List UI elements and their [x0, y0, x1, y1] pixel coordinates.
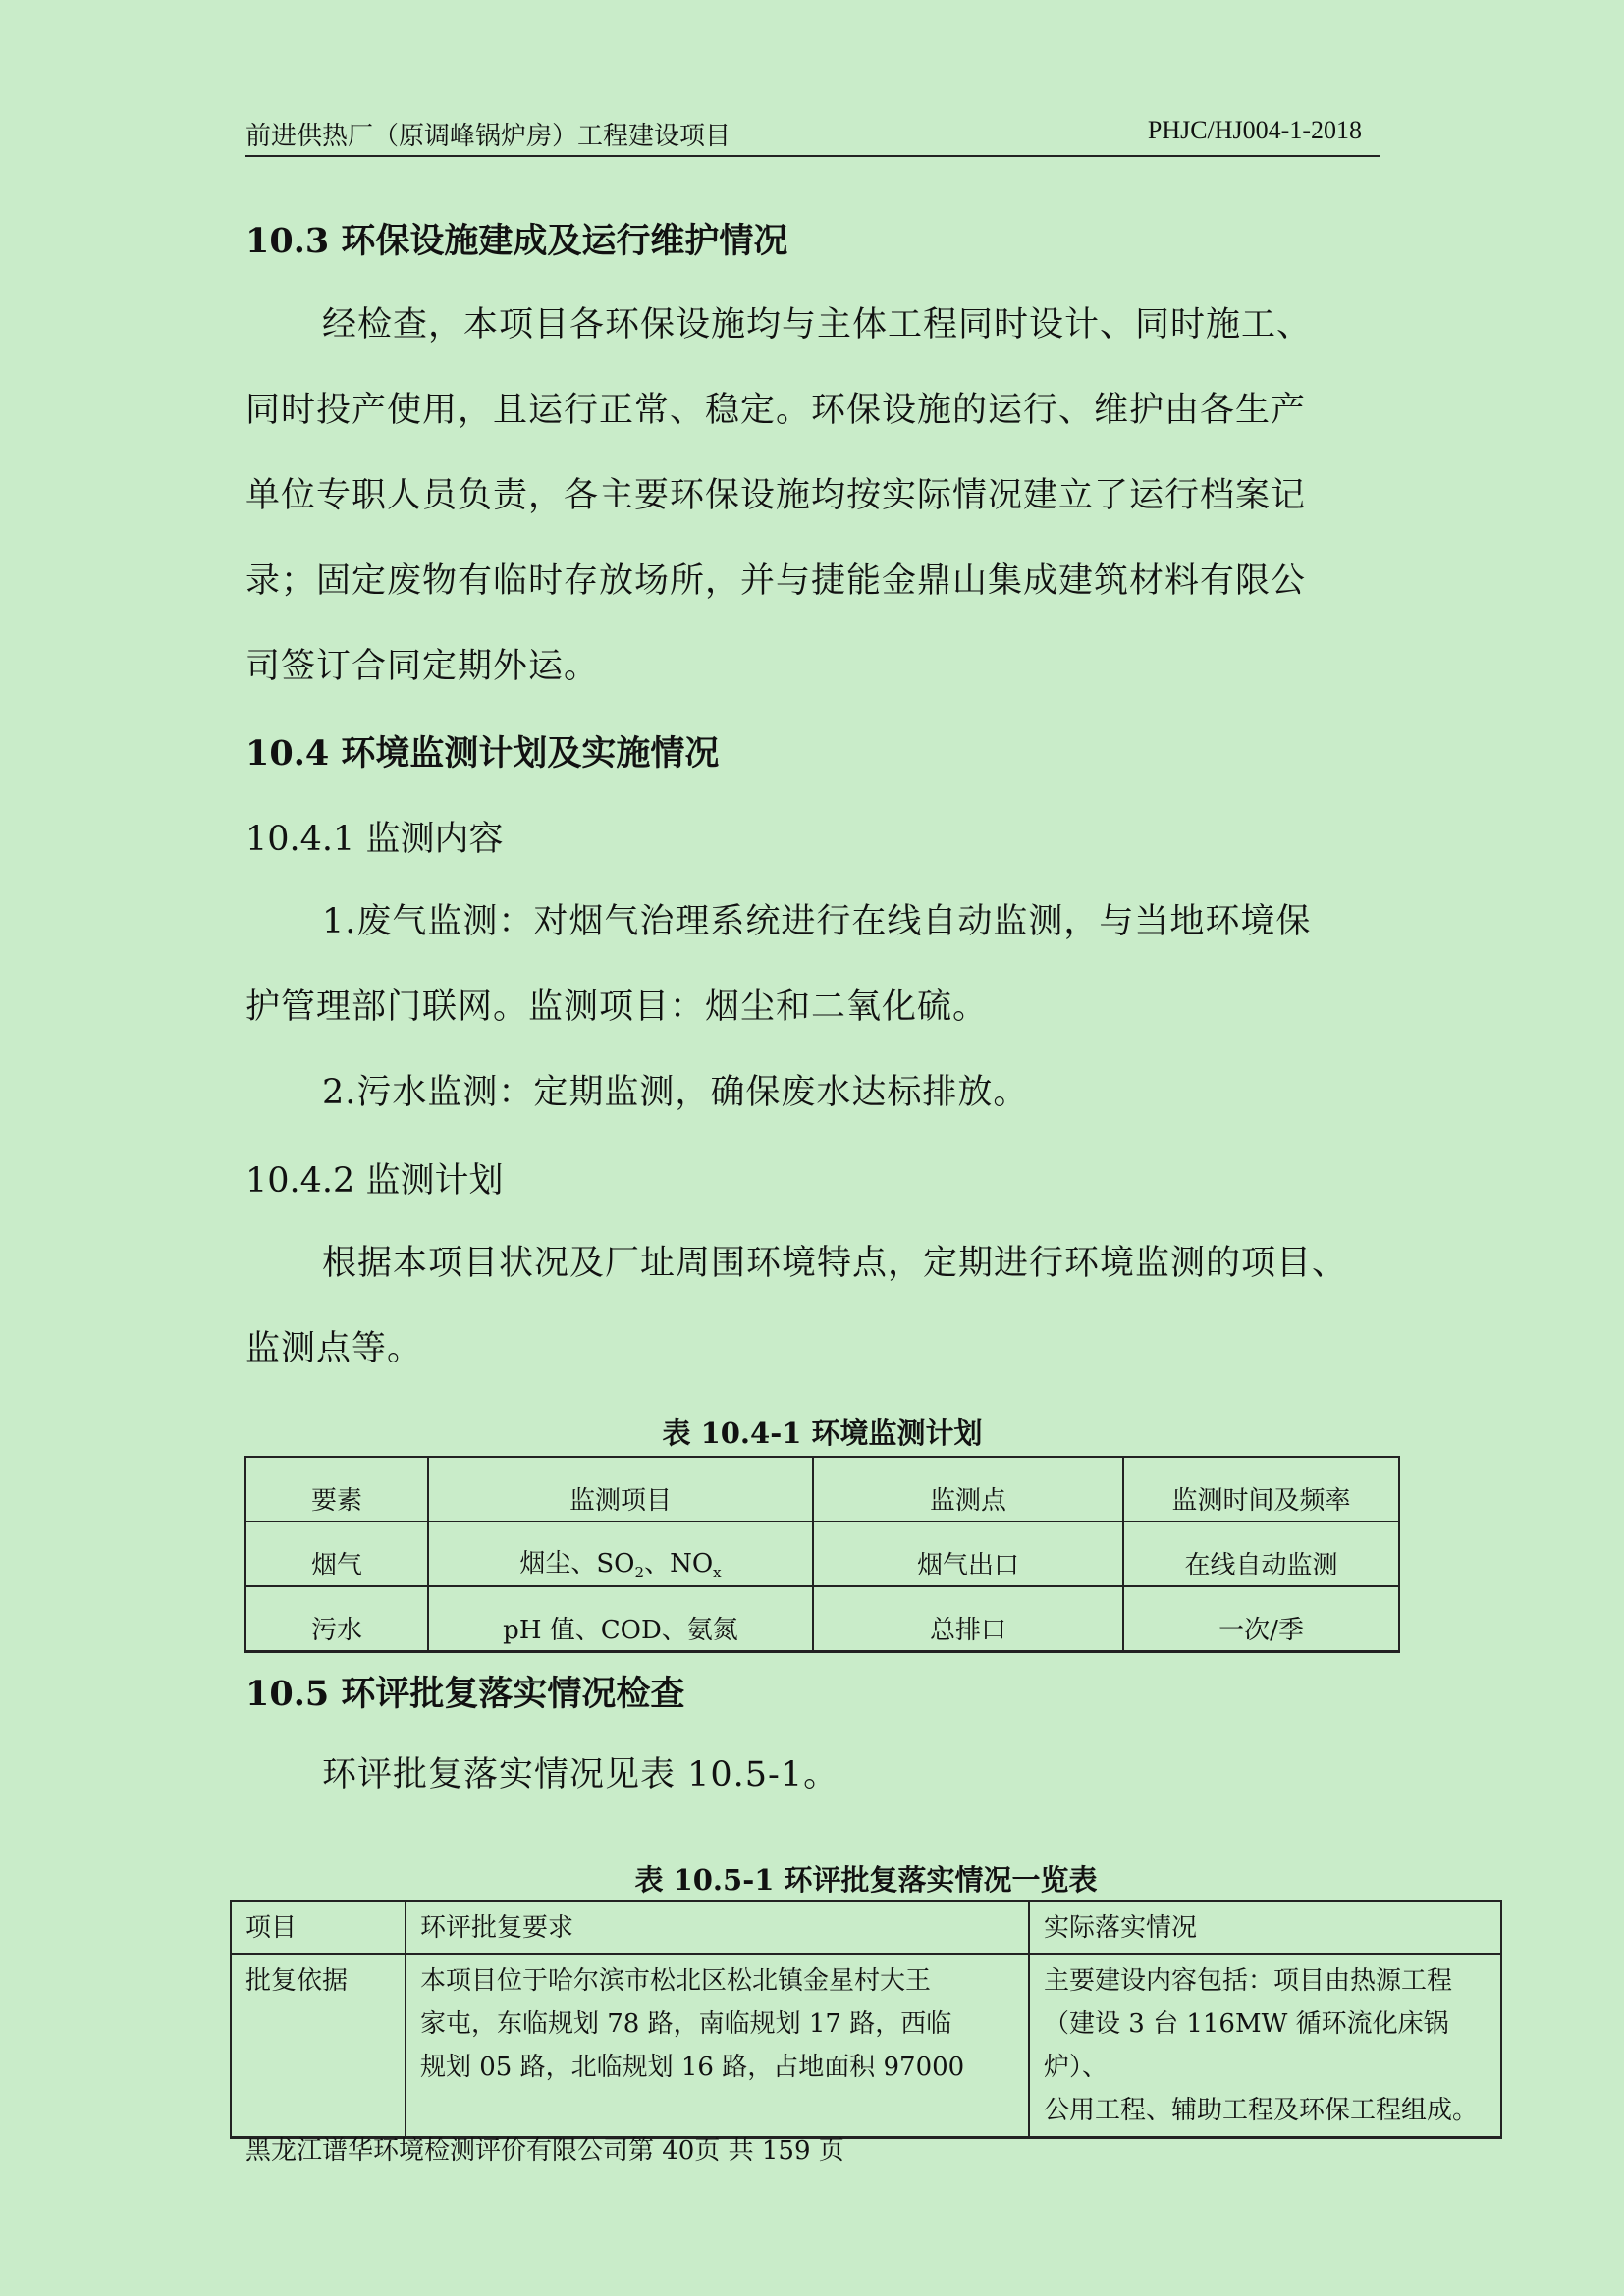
item-cell: 烟尘、$SO_2$、$NO_x$ — [428, 1522, 813, 1586]
header-cell: 实际落实情况 — [1029, 1901, 1501, 1954]
header-title: 前进供热厂（原调峰锅炉房）工程建设项目 — [245, 122, 731, 151]
item-cell: pH 值、COD、氨氮 — [428, 1586, 813, 1652]
section-10-4-2-title: 10.4.2 监测计划 — [245, 1161, 504, 1201]
section-10-4-title: 10.4 环境监测计划及实施情况 — [245, 733, 720, 774]
waste-gas-paragraph — [245, 880, 1384, 1136]
header-cell: 监测时间及频率 — [1123, 1457, 1399, 1522]
section-10-3-title: 10.3 环保设施建成及运行维护情况 — [245, 221, 788, 261]
table-header-row — [245, 1457, 1399, 1522]
table-10-5-1-caption: 表 10.5-1 环评批复落实情况一览表 — [634, 1863, 1098, 1896]
table-row — [245, 1522, 1399, 1586]
element-cell: 烟气 — [245, 1522, 428, 1586]
body-line: 同时投产使用，且运行正常、稳定。环保设施的运行、维护由各生产 — [245, 391, 1307, 430]
item-cell: 批复依据 — [231, 1954, 406, 2138]
header-doc-code: PHJC/HJ004-1-2018 — [1147, 116, 1362, 144]
frequency-cell: 一次/季 — [1123, 1586, 1399, 1652]
point-cell: 烟气出口 — [813, 1522, 1123, 1586]
body-line: 司签订合同定期外运。 — [245, 647, 600, 686]
section-10-4-1-title: 10.4.1 监测内容 — [245, 820, 504, 859]
frequency-cell: 在线自动监测 — [1123, 1522, 1399, 1586]
body-line: 环评批复落实情况见表 10.5-1。 — [322, 1755, 839, 1794]
table-row — [231, 1954, 1501, 2138]
point-cell: 总排口 — [813, 1586, 1123, 1652]
header-cell: 监测项目 — [428, 1457, 813, 1522]
header-cell: 监测点 — [813, 1457, 1123, 1522]
body-line: 根据本项目状况及厂址周围环境特点，定期进行环境监测的项目、 — [322, 1244, 1348, 1283]
element-cell: 污水 — [245, 1586, 428, 1652]
section-10-5-title: 10.5 环评批复落实情况检查 — [245, 1674, 685, 1714]
table-row — [245, 1586, 1399, 1652]
approval-implementation-table — [230, 1900, 1502, 2139]
page-header — [245, 116, 1380, 157]
body-line: 录；固定废物有临时存放场所，并与捷能金鼎山集成建筑材料有限公 — [245, 561, 1307, 601]
actual-cell: 主要建设内容包括：项目由热源工程 （建设 3 台 116MW 循环流化床锅炉）、 公用工程、辅助工程及环保工程组成。 — [1029, 1954, 1501, 2138]
table-10-4-1-caption: 表 10.4-1 环境监测计划 — [662, 1416, 983, 1450]
body-line: 单位专职人员负责，各主要环保设施均按实际情况建立了运行档案记 — [245, 476, 1307, 515]
body-line: 监测点等。 — [245, 1329, 423, 1368]
monitoring-plan-table — [244, 1456, 1400, 1653]
section-10-5-body — [245, 1733, 1384, 1818]
table-header-row — [231, 1901, 1501, 1954]
header-cell: 环评批复要求 — [406, 1901, 1029, 1954]
body-line: 1.废气监测：对烟气治理系统进行在线自动监测，与当地环境保 — [322, 902, 1312, 941]
requirement-cell: 本项目位于哈尔滨市松北区松北镇金星村大王 家屯，东临规划 78 路，南临规划 17 路，西临 规划 05 路，北临规划 16 路，占地面积 97000 — [406, 1954, 1029, 2138]
plan-paragraph — [245, 1221, 1404, 1392]
header-cell: 项目 — [231, 1901, 406, 1954]
section-10-3-body — [245, 283, 1384, 710]
page-footer: 黑龙江谱华环境检测评价有限公司第 40页 共 159 页 — [245, 2136, 844, 2165]
body-line: 2.污水监测：定期监测，确保废水达标排放。 — [322, 1073, 1029, 1112]
body-line: 护管理部门联网。监测项目：烟尘和二氧化硫。 — [245, 988, 989, 1027]
body-line: 经检查，本项目各环保设施均与主体工程同时设计、同时施工、 — [322, 305, 1313, 345]
header-cell: 要素 — [245, 1457, 428, 1522]
